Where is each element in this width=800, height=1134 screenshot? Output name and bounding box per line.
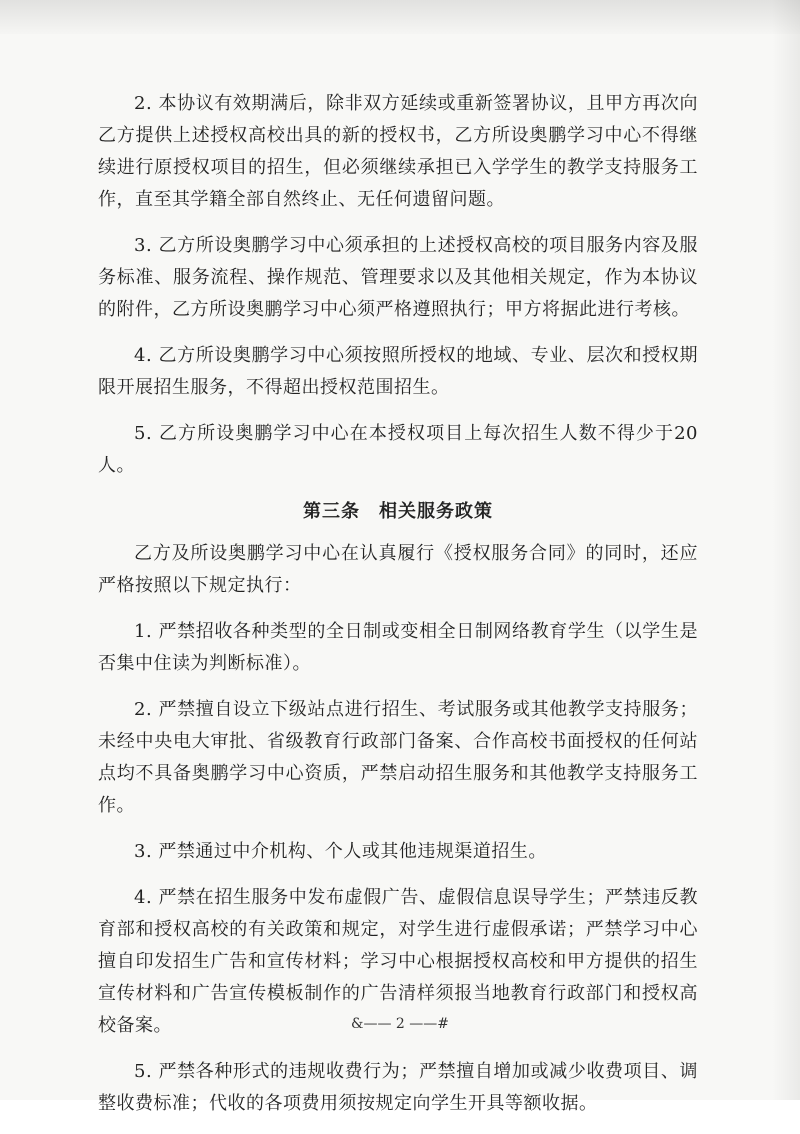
rule-3-paragraph: 3. 严禁通过中介机构、个人或其他违规渠道招生。 [134,841,547,862]
clause-4-paragraph: 4. 乙方所设奥鹏学习中心须按照所授权的地域、专业、层次和授权期限开展招生服务，不得超出授权范围招生。 [98,345,698,398]
section-heading: 第三条 相关服务政策 [303,501,493,522]
rule-5-paragraph: 5. 严禁各种形式的违规收费行为；严禁擅自增加或减少收费项目、调整收费标准；代收的各项费用须按规定向学生开具等额收据。 [98,1061,698,1114]
clause-3-paragraph: 3. 乙方所设奥鹏学习中心须承担的上述授权高校的项目服务内容及服务标准、服务流程、操作规范、管理要求以及其他相关规定，作为本协议的附件，乙方所设奥鹏学习中心须严格遵照执行；甲方将据此进行考核。 [98,235,698,320]
scan-bleed-top [0,0,800,34]
page-number-footer: &—— 2 ——# [351,1016,449,1032]
intro-paragraph: 乙方及所设奥鹏学习中心在认真履行《授权服务合同》的同时，还应严格按照以下规定执行： [98,543,698,596]
clause-2-paragraph: 2. 本协议有效期满后，除非双方延续或重新签署协议，且甲方再次向乙方提供上述授权高校出具的新的授权书，乙方所设奥鹏学习中心不得继续进行原授权项目的招生，但必须继续承担已入学学生的教学支持服务工作，直至其学籍全部自然终止、无任何遗留问题。 [98,93,698,210]
rule-1-paragraph: 1. 严禁招收各种类型的全日制或变相全日制网络教育学生（以学生是否集中住读为判断标准）。 [98,621,698,674]
scan-edge-shadow [772,0,800,1100]
document-body [98,88,698,1134]
rule-4-paragraph: 4. 严禁在招生服务中发布虚假广告、虚假信息误导学生；严禁违反教育部和授权高校的有关政策和规定，对学生进行虚假承诺；严禁学习中心擅自印发招生广告和宣传材料；学习中心根据授权高校和甲方提供的招生宣传材料和广告宣传模板制作的广告清样须报当地教育行政部门和授权高校备案。 [98,887,698,1036]
clause-5-paragraph: 5. 乙方所设奥鹏学习中心在本授权项目上每次招生人数不得少于20人。 [98,423,698,476]
rule-2-paragraph: 2. 严禁擅自设立下级站点进行招生、考试服务或其他教学支持服务；未经中央电大审批、省级教育行政部门备案、合作高校书面授权的任何站点均不具备奥鹏学习中心资质，严禁启动招生服务和其他教学支持服务工作。 [98,699,698,816]
